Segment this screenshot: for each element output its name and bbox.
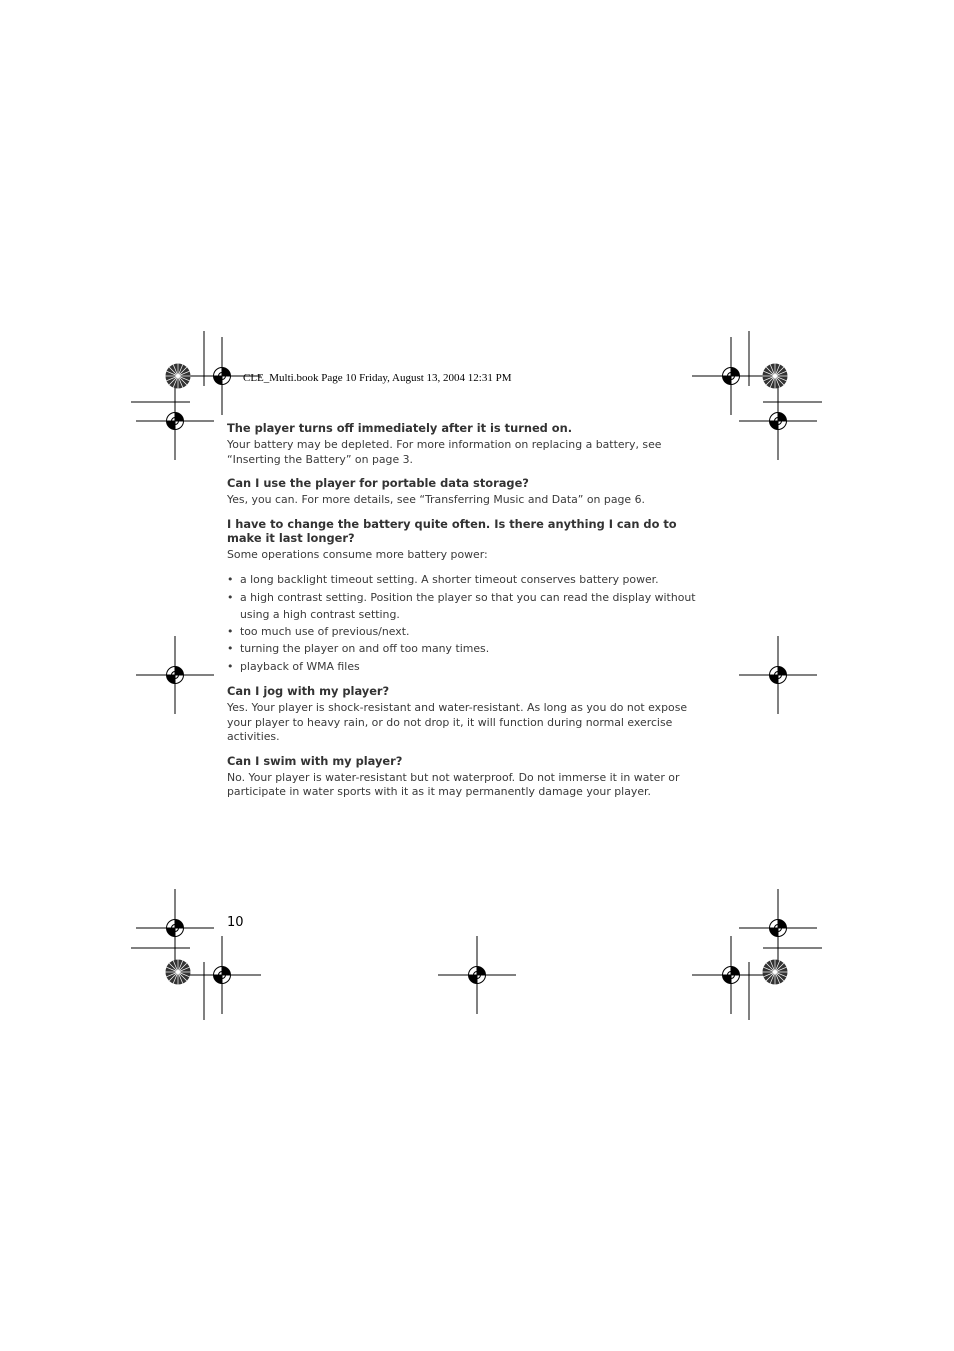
faq-item xyxy=(227,517,699,676)
faq-question: The player turns off immediately after it is turned on. xyxy=(227,421,573,435)
faq-answer: Your battery may be depleted. For more information on replacing a battery, see “Inserting the Battery” on page 3. xyxy=(227,438,662,466)
faq-item xyxy=(227,421,699,467)
bullet-list xyxy=(227,571,699,675)
faq-section xyxy=(227,421,699,800)
faq-item xyxy=(227,754,699,800)
list-item: • turning the player on and off too many times. xyxy=(227,640,699,658)
faq-answer: Yes, you can. For more details, see “Transferring Music and Data” on page 6. xyxy=(227,493,645,506)
faq-question: Can I jog with my player? xyxy=(227,684,390,698)
faq-item xyxy=(227,684,699,745)
list-item: • too much use of previous/next. xyxy=(227,623,699,641)
faq-answer: Some operations consume more battery power: xyxy=(227,547,488,561)
list-item: • playback of WMA files xyxy=(227,658,699,676)
faq-item xyxy=(227,476,699,508)
page-number: 10 xyxy=(227,915,244,930)
faq-answer: No. Your player is water-resistant but not waterproof. Do not immerse it in water or participate in water sports with it as it may permanently damage your player. xyxy=(227,770,680,798)
faq-answer: Yes. Your player is shock-resistant and water-resistant. As long as you do not expose your player to heavy rain, or do not drop it, it will function during normal exercise activities. xyxy=(227,701,688,743)
faq-question: Can I use the player for portable data storage? xyxy=(227,476,529,490)
list-item: • a long backlight timeout setting. A shorter timeout conserves battery power. xyxy=(227,571,699,589)
list-item: • a high contrast setting. Position the player so that you can read the display without using a high contrast setting. xyxy=(227,589,699,623)
print-slug: CLE_Multi.book Page 10 Friday, August 13, 2004 12:31 PM xyxy=(243,372,512,384)
faq-question: Can I swim with my player? xyxy=(227,753,403,768)
faq-question: I have to change the battery quite often. Is there anything I can do to make it last longer? xyxy=(227,516,677,545)
